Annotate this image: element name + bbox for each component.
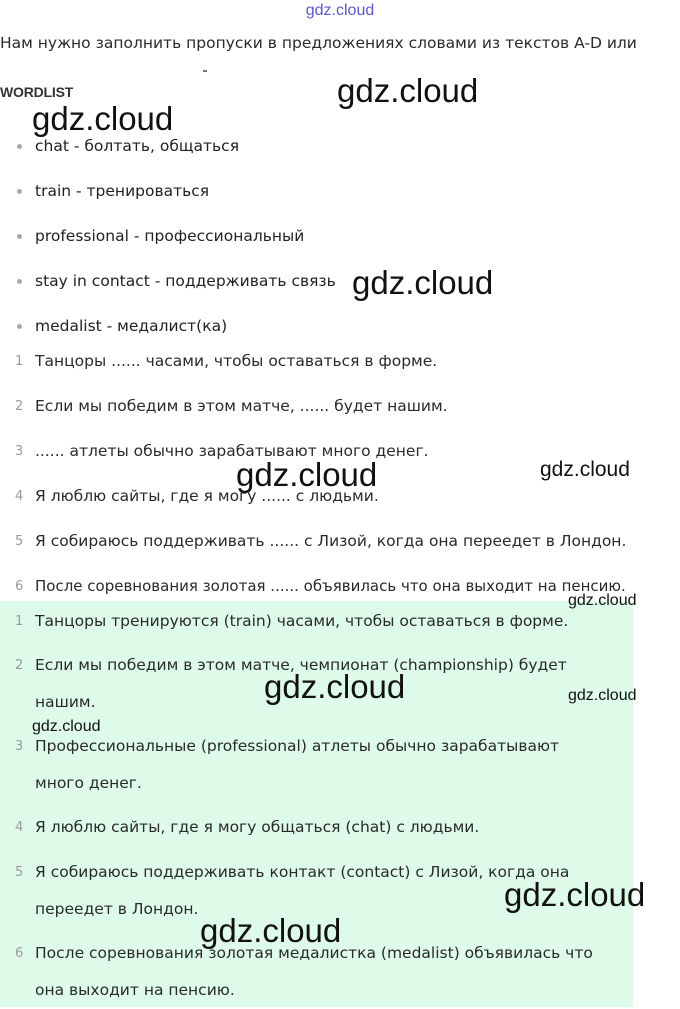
bullet-icon [17, 234, 22, 239]
answer-text: Профессиональные (professional) атлеты обычно зарабатывают много денег. [35, 737, 560, 792]
question-text: Я собираюсь поддерживать ...... с Лизой, когда она переедет в Лондон. [35, 532, 627, 550]
wordlist-item-text: medalist - медалист(ка) [35, 317, 228, 335]
watermark: gdz.cloud [504, 876, 646, 913]
question-text: Танцоры ...... часами, чтобы оставаться в форме. [35, 352, 438, 370]
watermark: gdz.cloud [568, 687, 637, 704]
question-number: 1 [15, 354, 24, 369]
watermark: gdz.cloud [200, 912, 342, 949]
question-number: 4 [15, 489, 24, 504]
wordlist-heading: WORDLIST [0, 84, 74, 100]
bullet-icon [17, 279, 22, 284]
watermark: gdz.cloud [352, 264, 494, 301]
answer-text: Если мы победим в этом матче, чемпионат (championship) будет нашим. [35, 656, 567, 711]
answer-text: Я люблю сайты, где я могу общаться (chat) с людьми. [35, 818, 480, 836]
bullet-icon [17, 324, 22, 329]
question-item [0, 339, 680, 384]
intro-text: Нам нужно заполнить пропуски в предложениях словами из текстов A-D или [0, 34, 637, 52]
question-text: После соревнования золотая ...... объявилась что она выходит на пенсию. [35, 577, 626, 595]
answer-number: 4 [15, 820, 24, 835]
cut-off-glyph [203, 70, 207, 72]
watermark: gdz.cloud [568, 592, 637, 609]
watermark: gdz.cloud [540, 458, 630, 481]
question-number: 6 [15, 579, 24, 594]
question-item [0, 384, 680, 429]
wordlist-item-text: chat - болтать, общаться [35, 137, 240, 155]
bullet-icon [17, 144, 22, 149]
wordlist-item-text: stay in contact - поддерживать связь [35, 272, 336, 290]
watermark: gdz.cloud [337, 72, 479, 109]
watermark: gdz.cloud [32, 718, 101, 735]
wordlist-item-text: professional - профессиональный [35, 227, 305, 245]
question-number: 3 [15, 444, 24, 459]
watermark: gdz.cloud [32, 100, 174, 137]
bullet-icon [17, 189, 22, 194]
question-text: ...... атлеты обычно зарабатывают много денег. [35, 442, 429, 460]
wordlist-item-text: train - тренироваться [35, 182, 210, 200]
question-number: 5 [15, 534, 24, 549]
question-item [0, 519, 680, 564]
question-text: Если мы победим в этом матче, ...... будет нашим. [35, 397, 448, 415]
answer-text: Я собираюсь поддерживать контакт (contact) с Лизой, когда она переедет в Лондон. [35, 863, 570, 918]
answer-number: 3 [15, 739, 24, 754]
watermark: gdz.cloud [236, 456, 378, 493]
answer-number: 5 [15, 865, 24, 880]
answer-number: 1 [15, 614, 24, 629]
question-text: Я люблю сайты, где я могу ...... с людьми. [35, 487, 379, 505]
answer-number: 6 [15, 946, 24, 961]
question-item [0, 429, 680, 474]
answers-panel [0, 601, 633, 1007]
question-number: 2 [15, 399, 24, 414]
question-item [0, 474, 680, 519]
answer-number: 2 [15, 658, 24, 673]
watermark: gdz.cloud [264, 668, 406, 705]
answer-text: После соревнования золотая медалистка (medalist) объявилась что она выходит на пенсию. [35, 944, 593, 999]
answer-text: Танцоры тренируются (train) часами, чтобы оставаться в форме. [35, 612, 569, 630]
site-logo[interactable]: gdz.cloud [305, 2, 375, 19]
